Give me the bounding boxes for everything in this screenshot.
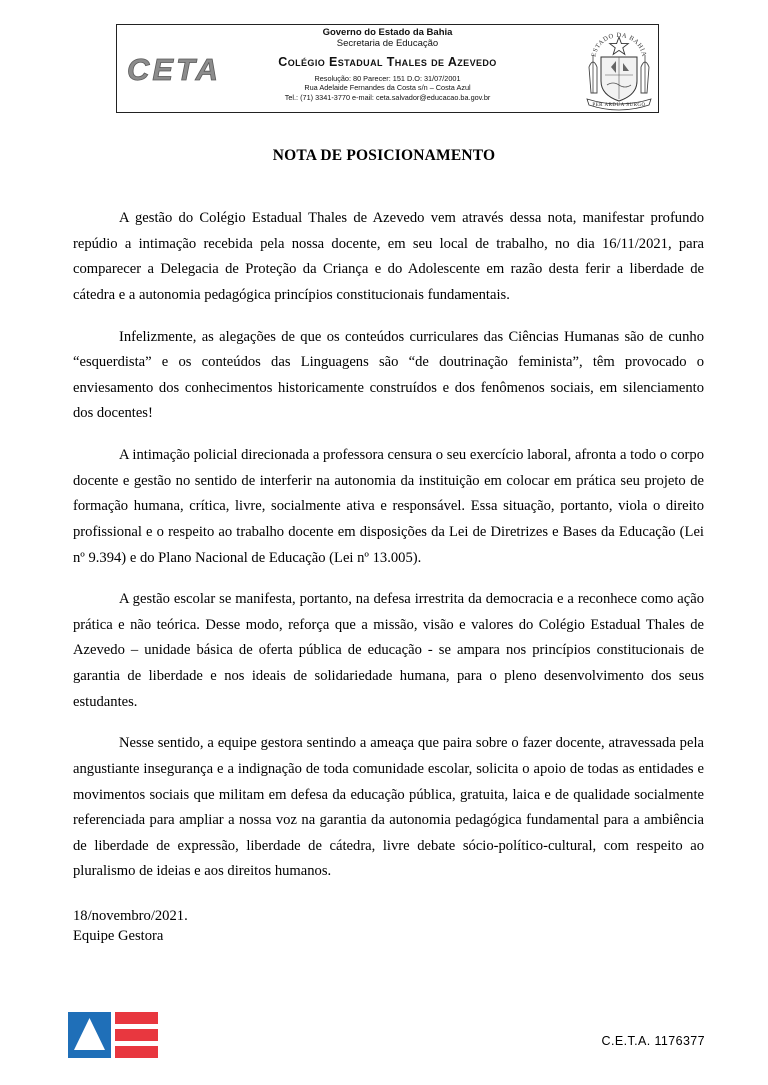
signature-name: Equipe Gestora <box>73 928 164 944</box>
ceta-logo-text: CETA <box>127 53 222 87</box>
bahia-flag-logo-icon <box>68 1012 160 1060</box>
school-address: Rua Adelaide Fernandes da Costa s/n – Costa Azul <box>304 83 471 93</box>
document-date: 18/novembro/2021. <box>73 908 188 924</box>
document-title: NOTA DE POSICIONAMENTO <box>272 147 496 164</box>
coat-of-arms-motto: PER ARDUA SURGO <box>592 103 646 108</box>
government-name: Governo do Estado da Bahia <box>322 27 453 38</box>
document-body <box>73 206 704 901</box>
school-contact: Tel.: (71) 3341-3770 e-mail: ceta.salvador@educacao.ba.gov.br <box>284 92 491 102</box>
signature-block <box>73 906 188 946</box>
letterhead-text <box>255 27 520 102</box>
paragraph: A intimação policial direcionada a professora censura o seu exercício laboral, afronta a todo o corpo docente e gestão no sentido de interferir na autonomia da instituição em colocar em prática seu projeto de formação humana, crítica, livre, socialmente ativa e responsável. Essa situação, portanto, viola o direito profissional e o respeito ao trabalho docente em disposições da Lei de Diretrizes e Bases da Educação (Lei nº 9.394) e do Plano Nacional de Educação (Lei nº 13.005). <box>73 447 704 566</box>
resolution-info: Resolução: 80 Parecer: 151 D.O: 31/07/2001 <box>314 74 461 83</box>
bahia-coat-of-arms-icon <box>583 27 655 111</box>
paragraph: A gestão escolar se manifesta, portanto, na defesa irrestrita da democracia e a reconhece como ação prática e não teórica. Desse modo, reforça que a missão, visão e valores do Colégio Estadual Thales de Azevedo – unidade básica de oferta pública de educação - se ampara nos princípios constitucionais de garantia de liberdade e nos ideais de solidariedade humana, para o pleno desenvolvimento dos seus estudantes. <box>73 591 704 710</box>
paragraph: A gestão do Colégio Estadual Thales de Azevedo vem através dessa nota, manifestar profundo repúdio a intimação recebida pela nossa docente, em seu local de trabalho, no dia 16/11/2021, para comparecer a Delegacia de Proteção da Criança e do Adolescente em razão desta ferir a liberdade de cátedra e a autonomia pedagógica princípios constitucionais fundamentais. <box>73 210 704 303</box>
coat-of-arms-title: ESTADO DA BAHIA <box>590 31 648 58</box>
school-name: Colégio Estadual Thales de Azevedo <box>278 55 497 69</box>
paragraph: Infelizmente, as alegações de que os conteúdos curriculares das Ciências Humanas são de cunho “esquerdista” e os conteúdos das Linguagens são “de doutrinação feminista”, têm provocado o enviesamento dos conhecimentos historicamente construídos e dos fenômenos sociais, em silenciamento dos docentes! <box>73 328 704 422</box>
footer-code: C.E.T.A. 1176377 <box>601 1034 705 1048</box>
ceta-logo <box>127 53 222 87</box>
secretariat-name: Secretaria de Educação <box>336 38 439 49</box>
paragraph: Nesse sentido, a equipe gestora sentindo a ameaça que paira sobre o fazer docente, atravessada pela angustiante insegurança e a indignação de toda comunidade escolar, solicita o apoio de todas as entidades e movimentos sociais que militam em defesa da educação pública, gratuita, laica e de qualidade socialmente referenciada para ampliar a nossa voz na garantia da autonomia pedagógica fundamental para a ambiência de liberdade de expressão, liberdade de cátedra, livre debate sócio-político-cultural, com respeito ao pluralismo de ideias e aos direitos humanos. <box>73 735 704 880</box>
letterhead <box>116 24 659 113</box>
